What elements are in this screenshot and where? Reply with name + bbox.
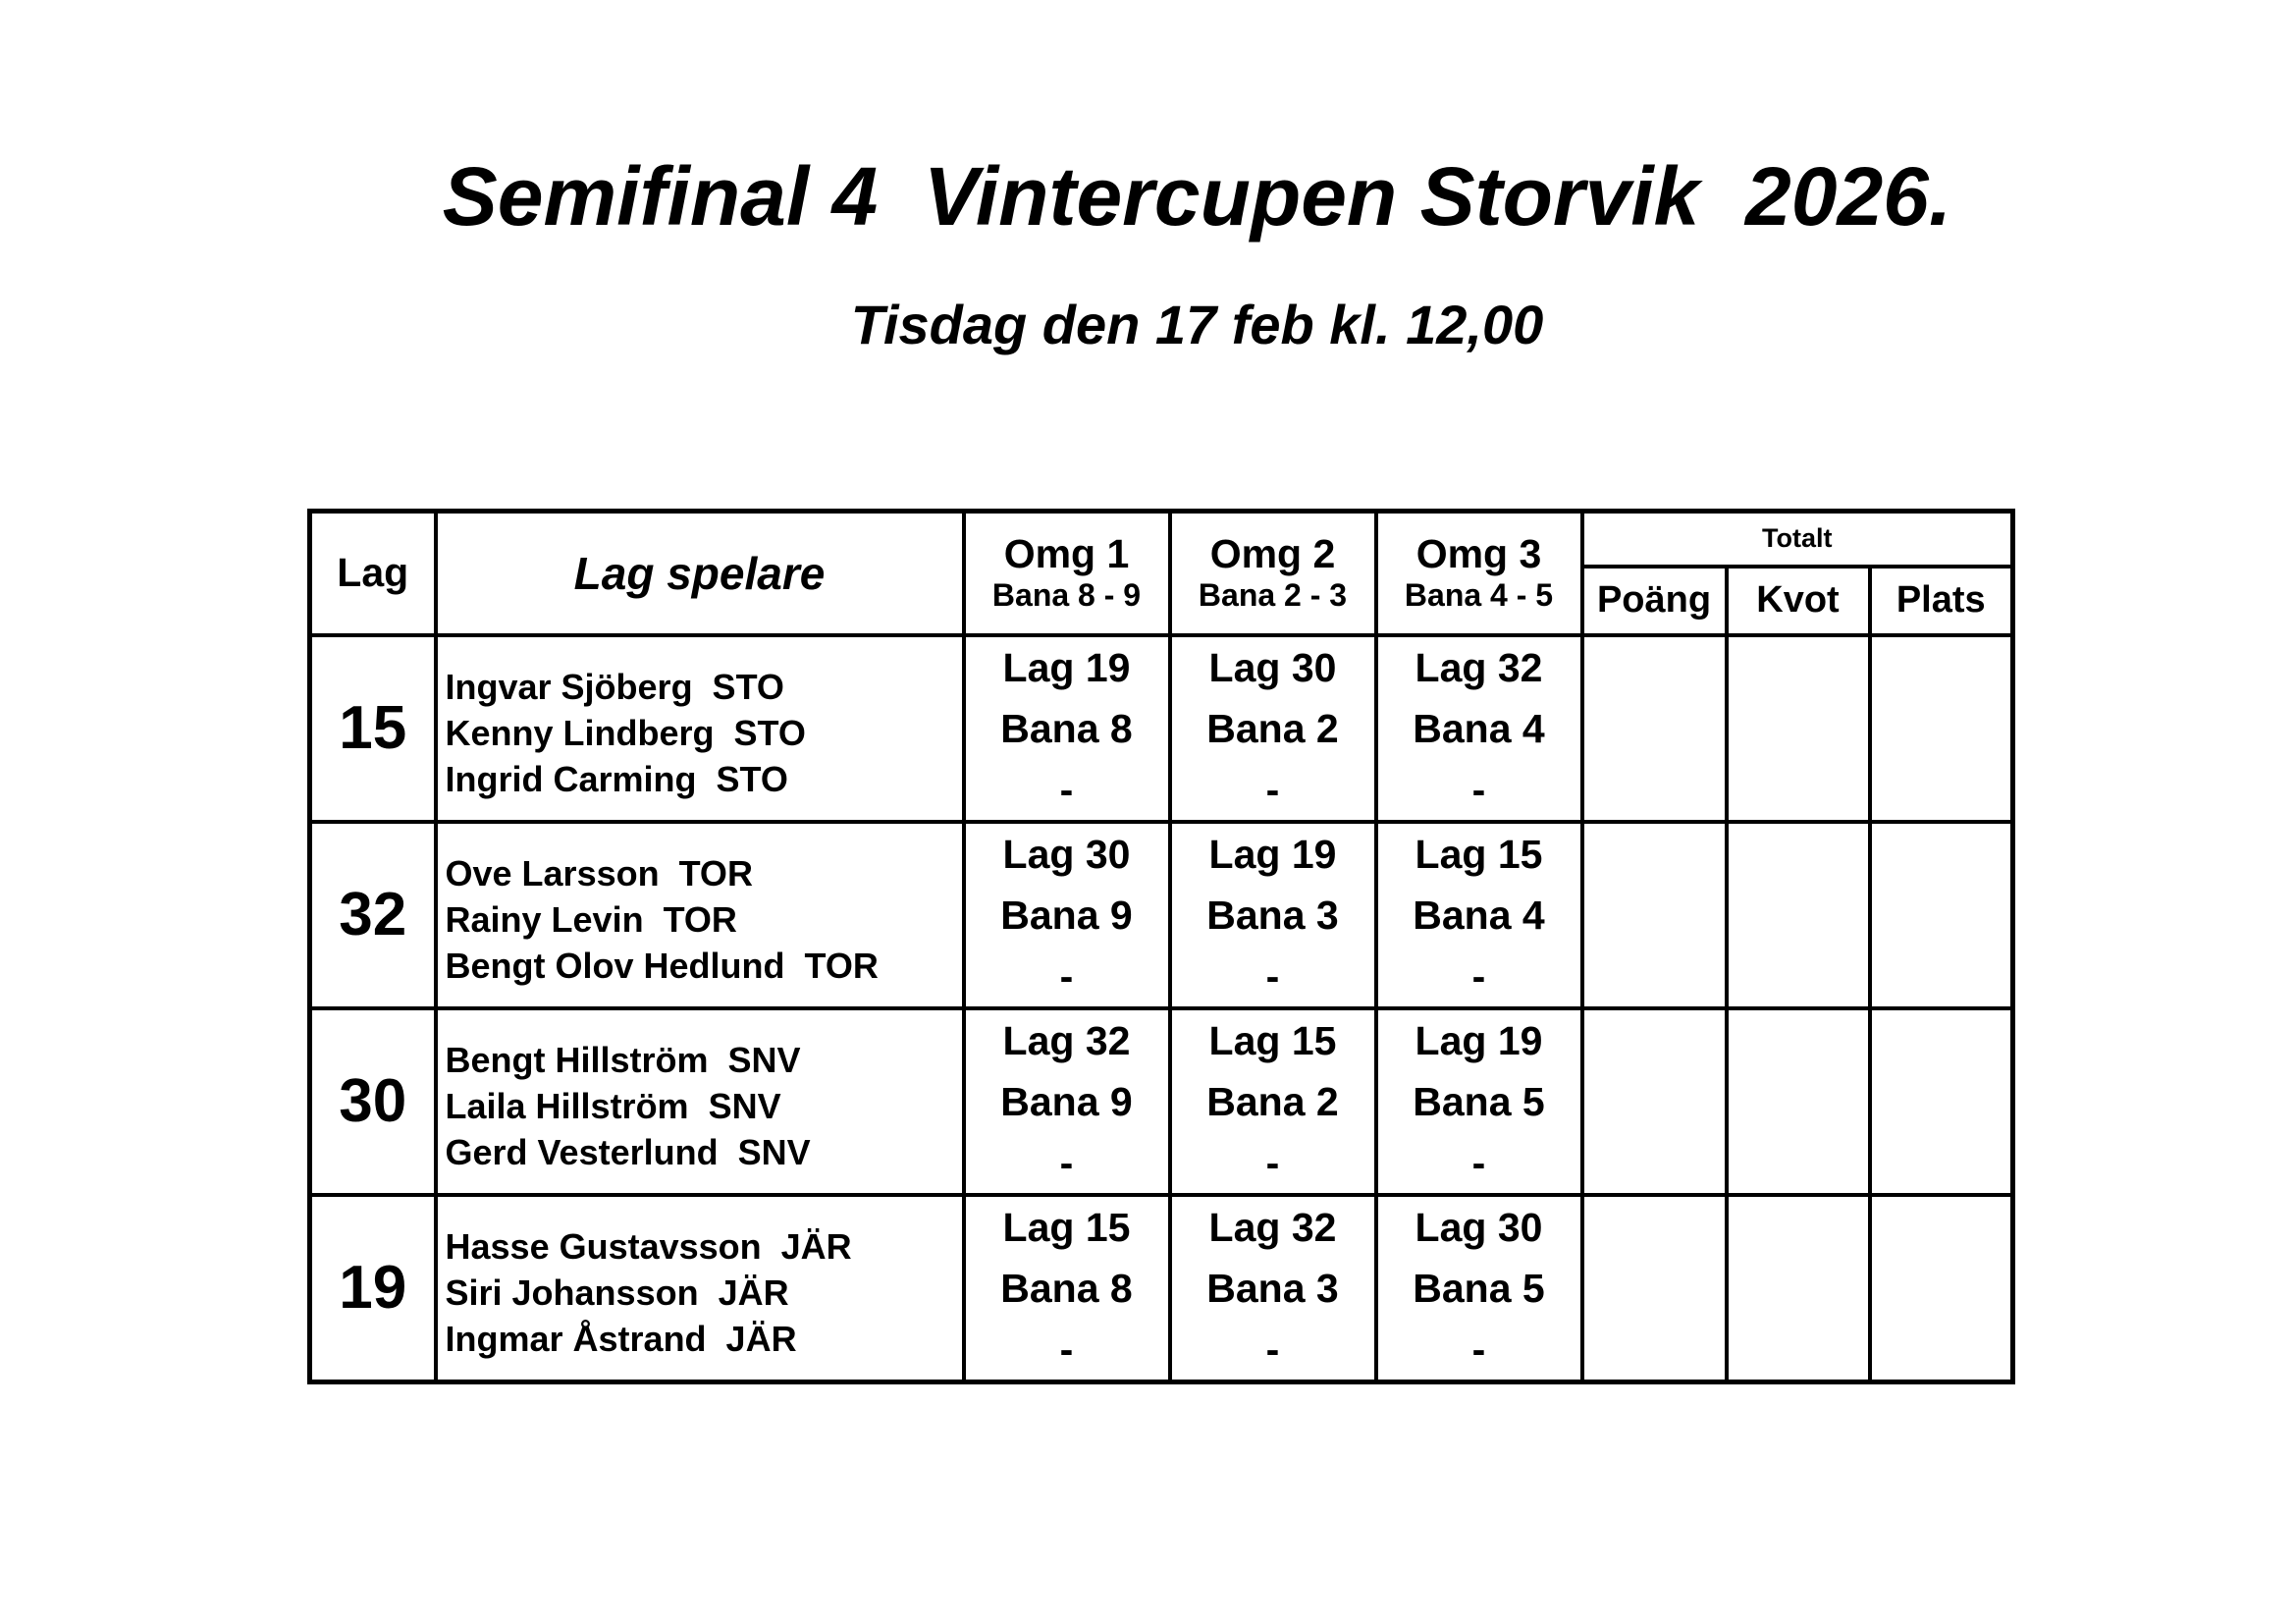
match-opponent: Lag 15	[1002, 1204, 1131, 1250]
player-name: Siri Johansson JÄR	[445, 1272, 789, 1313]
match-cell	[1170, 1195, 1376, 1382]
place-cell	[1870, 1195, 2013, 1382]
match-result: -	[1471, 1139, 1486, 1185]
match-result: -	[1059, 1326, 1074, 1372]
ratio-cell	[1727, 1008, 1870, 1195]
match-opponent: Lag 19	[1415, 1017, 1543, 1063]
match-cell	[1170, 1008, 1376, 1195]
page-title: Semifinal 4 Vintercupen Storvik 2026.	[442, 150, 1952, 243]
match-lane: Bana 3	[1206, 1265, 1339, 1311]
table-row	[310, 822, 2013, 1008]
ratio-cell	[1727, 635, 1870, 822]
player-name: Bengt Olov Hedlund TOR	[445, 946, 879, 986]
column-header-points: Poäng	[1582, 567, 1727, 635]
team-number: 19	[310, 1195, 436, 1382]
player-name: Ingvar Sjöberg STO	[445, 667, 784, 707]
column-header-ratio: Kvot	[1727, 567, 1870, 635]
column-header-players: Lag spelare	[436, 512, 964, 635]
place-cell	[1870, 635, 2013, 822]
match-result: -	[1265, 1139, 1280, 1185]
match-cell	[1376, 822, 1582, 1008]
match-opponent: Lag 32	[1208, 1204, 1337, 1250]
match-lane: Bana 9	[1000, 892, 1133, 938]
points-cell	[1582, 635, 1727, 822]
match-lane: Bana 9	[1000, 1078, 1133, 1124]
match-result: -	[1059, 1139, 1074, 1185]
column-header-round-1	[964, 512, 1170, 635]
match-opponent: Lag 32	[1415, 644, 1543, 690]
match-cell	[964, 1008, 1170, 1195]
match-result: -	[1471, 952, 1486, 999]
match-lane: Bana 5	[1413, 1265, 1545, 1311]
match-result: -	[1059, 766, 1074, 812]
player-name: Bengt Hillström SNV	[445, 1040, 801, 1080]
round-label: Omg 1	[1003, 531, 1130, 577]
match-result: -	[1265, 766, 1280, 812]
match-opponent: Lag 30	[1415, 1204, 1543, 1250]
team-number: 32	[310, 822, 436, 1008]
player-name: Gerd Vesterlund SNV	[445, 1132, 811, 1172]
place-cell	[1870, 822, 2013, 1008]
match-cell	[964, 635, 1170, 822]
schedule-table	[307, 509, 2015, 1384]
team-number: 15	[310, 635, 436, 822]
team-players	[436, 635, 964, 822]
column-header-round-2	[1170, 512, 1376, 635]
match-result: -	[1265, 1326, 1280, 1372]
match-opponent: Lag 15	[1415, 831, 1543, 877]
team-players	[436, 1008, 964, 1195]
match-cell	[964, 822, 1170, 1008]
match-opponent: Lag 30	[1002, 831, 1131, 877]
match-lane: Bana 2	[1206, 1078, 1339, 1124]
page-subtitle: Tisdag den 17 feb kl. 12,00	[850, 294, 1544, 355]
team-number: 30	[310, 1008, 436, 1195]
place-cell	[1870, 1008, 2013, 1195]
player-name: Kenny Lindberg STO	[445, 713, 806, 753]
player-name: Ingrid Carming STO	[445, 759, 788, 799]
round-lanes: Bana 2 - 3	[1198, 577, 1348, 614]
round-label: Omg 3	[1415, 531, 1542, 577]
ratio-cell	[1727, 822, 1870, 1008]
match-result: -	[1265, 952, 1280, 999]
match-cell	[964, 1195, 1170, 1382]
match-cell	[1376, 1008, 1582, 1195]
ratio-cell	[1727, 1195, 1870, 1382]
match-result: -	[1471, 1326, 1486, 1372]
match-cell	[1170, 822, 1376, 1008]
column-header-totals: Totalt	[1582, 512, 2013, 567]
table-row	[310, 1195, 2013, 1382]
match-opponent: Lag 15	[1208, 1017, 1337, 1063]
match-result: -	[1471, 766, 1486, 812]
player-name: Ove Larsson TOR	[445, 853, 753, 893]
match-lane: Bana 3	[1206, 892, 1339, 938]
round-lanes: Bana 8 - 9	[991, 577, 1142, 614]
column-header-round-3	[1376, 512, 1582, 635]
match-lane: Bana 5	[1413, 1078, 1545, 1124]
match-opponent: Lag 32	[1002, 1017, 1131, 1063]
match-cell	[1376, 635, 1582, 822]
points-cell	[1582, 1195, 1727, 1382]
points-cell	[1582, 1008, 1727, 1195]
column-header-lag: Lag	[310, 512, 436, 635]
column-header-place: Plats	[1870, 567, 2013, 635]
player-name: Hasse Gustavsson JÄR	[445, 1226, 852, 1267]
team-players	[436, 822, 964, 1008]
match-result: -	[1059, 952, 1074, 999]
match-lane: Bana 8	[1000, 1265, 1133, 1311]
player-name: Laila Hillström SNV	[445, 1086, 781, 1126]
match-lane: Bana 2	[1206, 705, 1339, 751]
player-name: Rainy Levin TOR	[445, 899, 737, 940]
match-lane: Bana 4	[1413, 705, 1545, 751]
match-cell	[1170, 635, 1376, 822]
points-cell	[1582, 822, 1727, 1008]
match-lane: Bana 4	[1413, 892, 1545, 938]
round-label: Omg 2	[1209, 531, 1336, 577]
table-row	[310, 635, 2013, 822]
player-name: Ingmar Åstrand JÄR	[445, 1319, 797, 1359]
table-row	[310, 1008, 2013, 1195]
match-opponent: Lag 19	[1208, 831, 1337, 877]
match-lane: Bana 8	[1000, 705, 1133, 751]
round-lanes: Bana 4 - 5	[1404, 577, 1554, 614]
match-opponent: Lag 19	[1002, 644, 1131, 690]
team-players	[436, 1195, 964, 1382]
match-cell	[1376, 1195, 1582, 1382]
match-opponent: Lag 30	[1208, 644, 1337, 690]
